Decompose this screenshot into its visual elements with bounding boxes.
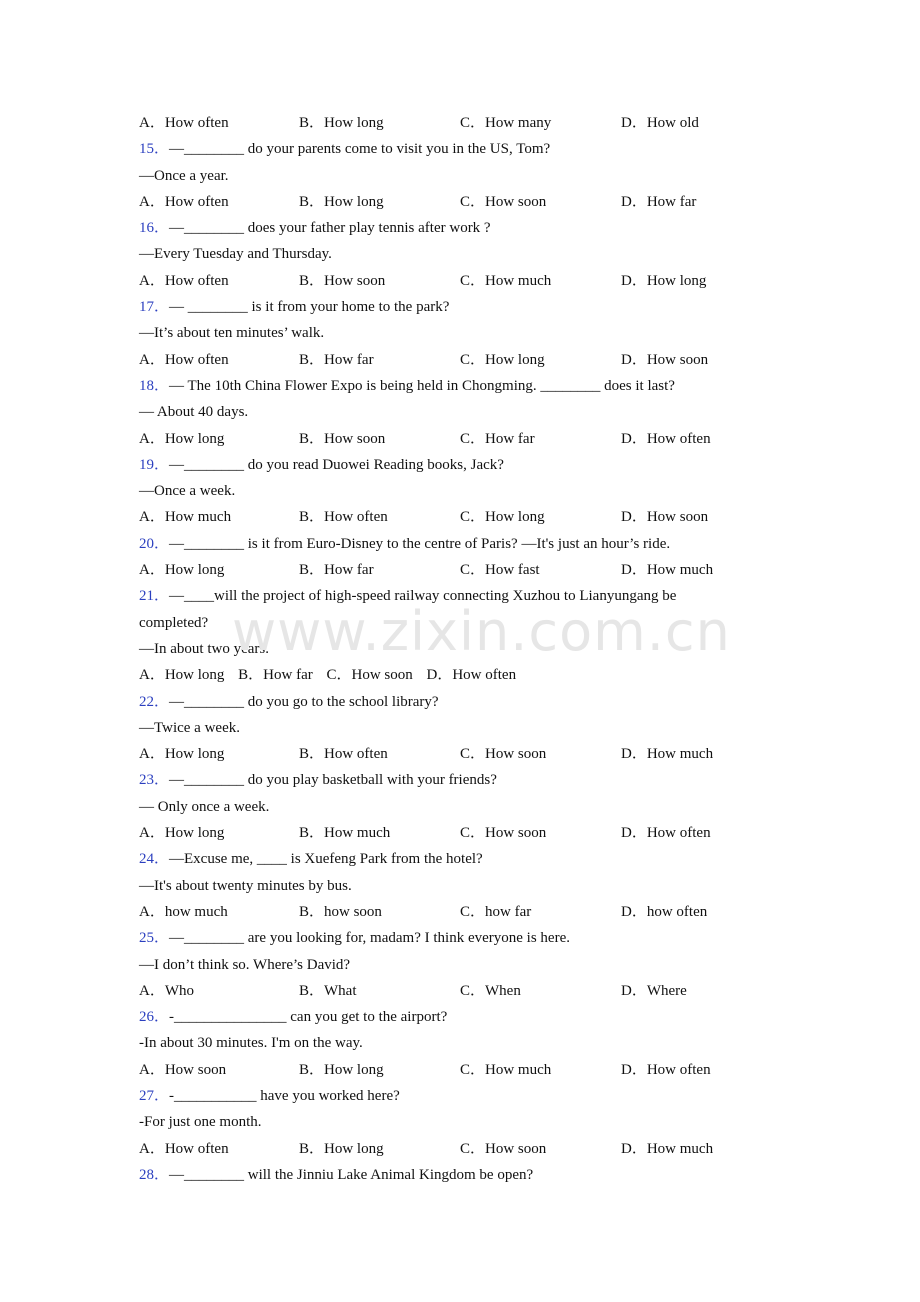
question-number: 25．	[139, 930, 170, 947]
option-d: D．how often	[621, 903, 708, 920]
question-text: — ________ is it from your home to the park?	[169, 299, 450, 316]
question-27-stem	[139, 1083, 739, 1109]
question-26-answer: -In about 30 minutes. I'm on the way.	[139, 1035, 363, 1052]
option-d: D．Where	[621, 982, 687, 999]
question-22-options	[139, 741, 739, 767]
option-a: A．Who	[139, 982, 194, 999]
option-c: C．How far	[460, 430, 535, 447]
question-19-options	[139, 504, 739, 530]
question-27-options	[139, 1136, 739, 1162]
option-d: D．How soon	[621, 509, 709, 526]
question-17-options	[139, 347, 739, 373]
question-22-answer: —Twice a week.	[139, 719, 240, 736]
question-18-options	[139, 426, 739, 452]
option-d: D．How often	[426, 667, 517, 684]
option-b: B．How much	[299, 825, 391, 842]
question-text-prefix: —	[169, 588, 185, 605]
question-number: 16．	[139, 220, 170, 237]
question-25-answer: —I don’t think so. Where’s David?	[139, 956, 351, 973]
question-text: —________ does your father play tennis after work ?	[169, 220, 491, 237]
option-b: B．How long	[299, 193, 384, 210]
question-16-stem	[139, 215, 739, 241]
option-d: D．How often	[621, 430, 711, 447]
question-25-options	[139, 978, 739, 1004]
option-b: B．What	[299, 982, 357, 999]
question-number: 22．	[139, 693, 170, 710]
question-18-answer: — About 40 days.	[139, 404, 249, 421]
option-a: A．How much	[139, 509, 232, 526]
option-b: B．How often	[299, 746, 388, 763]
question-number: 27．	[139, 1087, 170, 1104]
question-text: —________ do you read Duowei Reading books, Jack?	[169, 456, 504, 473]
option-c: C．How soon	[460, 1140, 547, 1157]
option-c: C．How soon	[460, 746, 547, 763]
question-21-answer: —In about two years.	[139, 640, 269, 657]
question-21-stem-continued: completed?	[139, 614, 209, 631]
question-20-options	[139, 557, 739, 583]
question-23-options	[139, 820, 739, 846]
option-b: B．How soon	[299, 272, 386, 289]
question-text: -___________ have you worked here?	[169, 1087, 400, 1104]
question-24-answer: —It's about twenty minutes by bus.	[139, 877, 352, 894]
question-15-stem	[139, 136, 739, 162]
option-c: C．How soon	[460, 825, 547, 842]
question-text: —Excuse me, ____ is Xuefeng Park from the hotel?	[169, 851, 483, 868]
option-a: A．How long	[139, 562, 225, 579]
question-text: —________ do you play basketball with your friends?	[169, 772, 497, 789]
option-b: B．How long	[299, 1140, 384, 1157]
question-text: —________ do your parents come to visit you in the US, Tom?	[169, 141, 551, 158]
option-d: D．How far	[621, 193, 697, 210]
option-a: A．How often	[139, 272, 229, 289]
option-c: C．How many	[460, 115, 552, 131]
question-23-stem	[139, 767, 739, 793]
option-a: A．How long	[139, 746, 225, 763]
option-a: A．How often	[139, 1140, 229, 1157]
option-b: B．How far	[299, 562, 374, 579]
question-20-stem	[139, 531, 739, 557]
option-c: C．When	[460, 982, 521, 999]
question-text: —________ is it from Euro-Disney to the centre of Paris? —It's just an hour’s ride.	[169, 535, 671, 552]
option-a: A．How often	[139, 351, 229, 368]
question-text: — The 10th China Flower Expo is being held in Chongming. ________ does it last?	[169, 377, 675, 394]
option-a: A．How long	[139, 430, 225, 447]
question-number: 23．	[139, 772, 170, 789]
question-number: 28．	[139, 1166, 170, 1183]
question-text: —________ will the Jinniu Lake Animal Kingdom be open?	[169, 1166, 534, 1183]
option-b: B．How long	[299, 1061, 384, 1078]
option-b: B．How long	[299, 115, 384, 131]
question-text: —________ do you go to the school library?	[169, 693, 439, 710]
option-a: A．How long	[139, 667, 225, 684]
option-c: C．How soon	[326, 667, 413, 684]
option-d: D．How old	[621, 115, 699, 131]
question-16-options	[139, 268, 739, 294]
option-d: D．How much	[621, 1140, 714, 1157]
option-d: D．How long	[621, 272, 707, 289]
question-15-answer: —Once a year.	[139, 167, 229, 184]
question-number: 24．	[139, 851, 170, 868]
question-15-options	[139, 189, 739, 215]
question-21-options	[139, 662, 739, 688]
question-24-options	[139, 899, 739, 925]
answer-blank: ____	[184, 588, 215, 605]
watermark: www.zixin.com.cn	[232, 600, 731, 663]
question-19-answer: —Once a week.	[139, 483, 236, 500]
option-b: B．How far	[299, 351, 374, 368]
option-c: C．How soon	[460, 193, 547, 210]
option-c: C．How much	[460, 272, 552, 289]
option-b: B．How soon	[299, 430, 386, 447]
question-27-answer: -For just one month.	[139, 1114, 262, 1131]
question-number: 19．	[139, 456, 170, 473]
exercise-page	[139, 110, 739, 1188]
question-26-stem	[139, 1004, 739, 1030]
question-number: 18．	[139, 377, 170, 394]
question-25-stem	[139, 925, 739, 951]
option-b: B．how soon	[299, 903, 382, 920]
question-17-stem	[139, 294, 739, 320]
option-b: B．How far	[238, 667, 313, 684]
question-18-stem	[139, 373, 739, 399]
question-19-stem	[139, 452, 739, 478]
option-a: A．How often	[139, 193, 229, 210]
option-a: A．How long	[139, 825, 225, 842]
question-22-stem	[139, 689, 739, 715]
option-c: C．How much	[460, 1061, 552, 1078]
question-28-stem	[139, 1162, 739, 1188]
question-number: 20．	[139, 535, 170, 552]
question-16-answer: —Every Tuesday and Thursday.	[139, 246, 332, 263]
option-d: D．How much	[621, 746, 714, 763]
option-c: C．how far	[460, 903, 532, 920]
question-17-answer: —It’s about ten minutes’ walk.	[139, 325, 325, 342]
question-text: -_______________ can you get to the airport?	[169, 1009, 448, 1026]
option-d: D．How often	[621, 825, 711, 842]
option-a: A．How soon	[139, 1061, 227, 1078]
option-b: B．How often	[299, 509, 388, 526]
question-number: 21．	[139, 588, 170, 605]
question-14-options	[139, 110, 739, 136]
option-d: D．How often	[621, 1061, 711, 1078]
question-21-stem	[139, 583, 739, 609]
question-number: 26．	[139, 1009, 170, 1026]
question-26-options	[139, 1057, 739, 1083]
option-d: D．How soon	[621, 351, 709, 368]
question-text: —________ are you looking for, madam? I think everyone is here.	[169, 930, 570, 947]
option-a: A．how much	[139, 903, 228, 920]
option-a: A．How often	[139, 115, 229, 131]
question-number: 17．	[139, 299, 170, 316]
option-c: C．How long	[460, 509, 545, 526]
question-24-stem	[139, 846, 739, 872]
question-number: 15．	[139, 141, 170, 158]
question-23-answer: — Only once a week.	[139, 798, 270, 815]
option-c: C．How fast	[460, 562, 540, 579]
question-text: will the project of high-speed railway connecting Xuzhou to Lianyungang be	[214, 588, 677, 605]
option-d: D．How much	[621, 562, 714, 579]
option-c: C．How long	[460, 351, 545, 368]
